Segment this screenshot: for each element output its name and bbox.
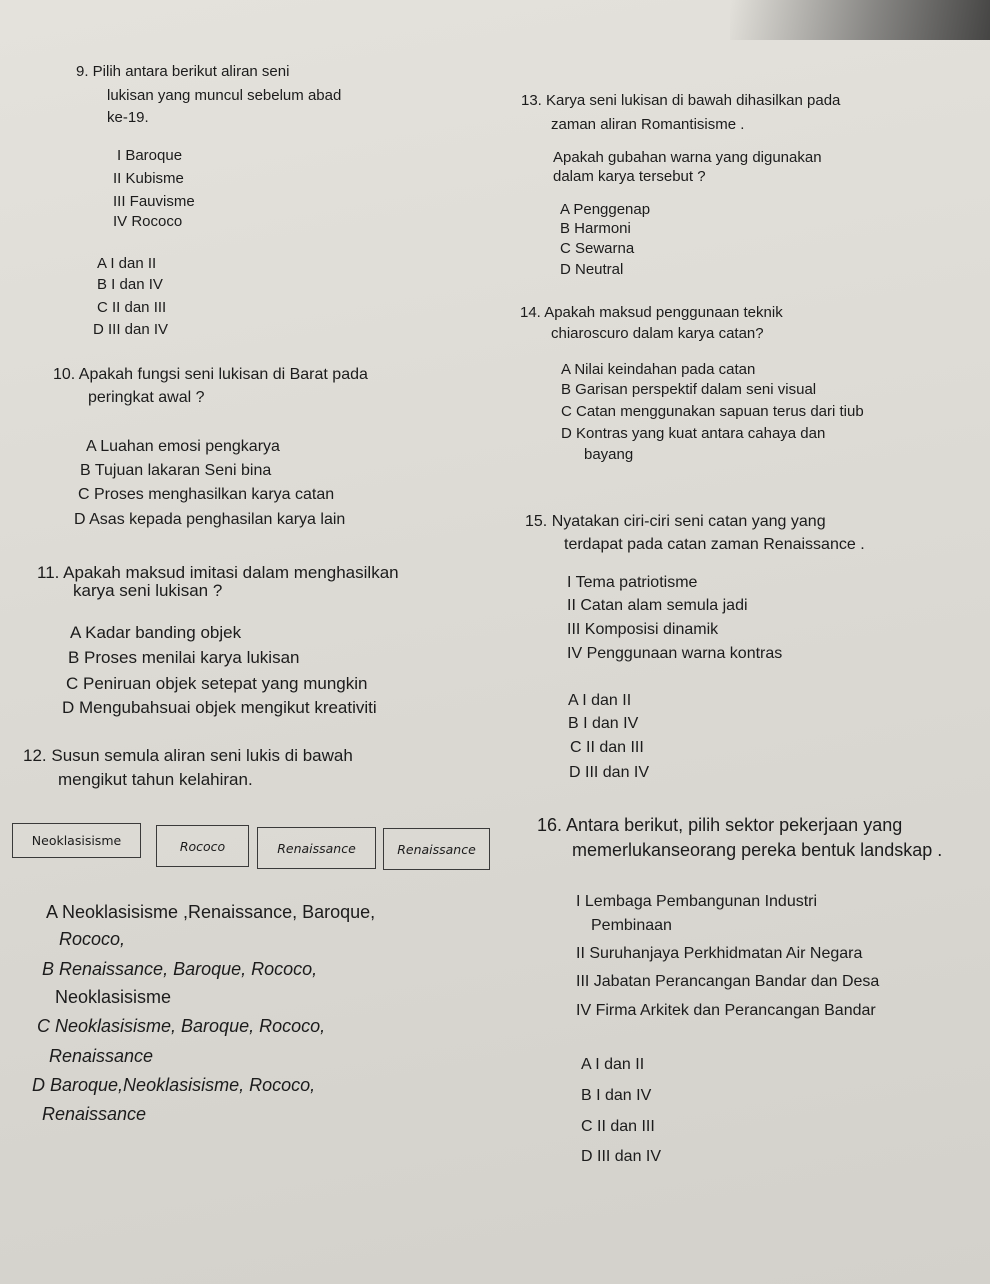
sequence-box-label: Renaissance — [277, 840, 356, 856]
answer-option-c[interactable]: C Sewarna — [560, 240, 635, 257]
answer-option-c[interactable]: C Neoklasisisme, Baroque, Rococo, — [37, 1016, 326, 1036]
sequence-box — [383, 828, 490, 870]
answer-option-b[interactable]: B I dan IV — [568, 715, 639, 732]
statement-item: II Suruhanjaya Perkhidmatan Air Negara — [576, 945, 863, 962]
question-9-stem: lukisan yang muncul sebelum abad — [107, 87, 342, 104]
answer-option-a[interactable]: A Kadar banding objek — [70, 623, 242, 642]
question-16-stem: memerlukanseorang pereka bentuk landskap . — [572, 840, 943, 860]
sequence-box-label: Rococo — [179, 838, 226, 854]
sequence-box — [12, 823, 141, 858]
statement-item: I Baroque — [117, 147, 183, 164]
sequence-box-label: Renaissance — [397, 841, 476, 857]
sequence-box — [257, 827, 376, 869]
statement-item: IV Firma Arkitek dan Perancangan Bandar — [576, 1002, 876, 1019]
answer-option-d[interactable]: D Neutral — [560, 261, 624, 278]
statement-item: III Komposisi dinamik — [567, 621, 719, 638]
statement-item: I Lembaga Pembangunan Industri — [576, 893, 818, 910]
answer-option-d[interactable]: D Baroque,Neoklasisisme, Rococo, — [32, 1075, 316, 1095]
question-14-stem: chiaroscuro dalam karya catan? — [551, 325, 764, 342]
answer-option-d[interactable]: D Asas kepada penghasilan karya lain — [74, 511, 346, 528]
answer-option-c-cont: Renaissance — [49, 1046, 154, 1066]
sequence-box-label: Neoklasisisme — [31, 833, 122, 848]
question-10-stem: 10. Apakah fungsi seni lukisan di Barat pada — [53, 366, 368, 383]
page-corner-shadow — [730, 0, 990, 40]
answer-option-d[interactable]: D III dan IV — [93, 321, 169, 338]
question-9-stem: ke-19. — [107, 109, 149, 126]
question-14-stem: 14. Apakah maksud penggunaan teknik — [520, 304, 783, 321]
answer-option-c[interactable]: C II dan III — [581, 1118, 655, 1135]
answer-option-b[interactable]: B Tujuan lakaran Seni bina — [80, 462, 272, 479]
answer-option-c[interactable]: C Catan menggunakan sapuan terus dari tiub — [561, 403, 864, 420]
answer-option-d[interactable]: D III dan IV — [581, 1148, 662, 1165]
answer-option-b[interactable]: B Garisan perspektif dalam seni visual — [561, 381, 817, 398]
answer-option-c[interactable]: C Peniruan objek setepat yang mungkin — [66, 674, 368, 693]
answer-option-b[interactable]: B Harmoni — [560, 220, 631, 237]
answer-option-a[interactable]: A I dan II — [97, 255, 157, 272]
question-13-stem: zaman aliran Romantisisme . — [551, 116, 745, 133]
answer-option-b-cont: Neoklasisisme — [55, 987, 172, 1007]
answer-option-d-cont: Renaissance — [42, 1104, 147, 1124]
question-13-subquestion: Apakah gubahan warna yang digunakan — [553, 149, 822, 166]
answer-option-d-cont: bayang — [584, 446, 634, 463]
answer-option-c[interactable]: C II dan III — [97, 299, 167, 316]
question-10-stem: peringkat awal ? — [88, 389, 205, 406]
answer-option-b[interactable]: B I dan IV — [581, 1087, 652, 1104]
answer-option-b[interactable]: B Renaissance, Baroque, Rococo, — [42, 959, 318, 979]
statement-item-cont: Pembinaan — [591, 917, 672, 934]
question-15-stem: 15. Nyatakan ciri-ciri seni catan yang yang — [525, 513, 826, 530]
answer-option-a[interactable]: A Penggenap — [560, 201, 651, 218]
answer-option-a-cont: Rococo, — [59, 929, 126, 949]
question-11-stem: 11. Apakah maksud imitasi dalam menghasilkan — [37, 563, 399, 582]
answer-option-d[interactable]: D Kontras yang kuat antara cahaya dan — [561, 425, 826, 442]
question-15-stem: terdapat pada catan zaman Renaissance . — [564, 536, 865, 553]
question-16-stem: 16. Antara berikut, pilih sektor pekerjaan yang — [537, 815, 903, 835]
statement-item: II Kubisme — [113, 170, 184, 187]
question-12-stem: mengikut tahun kelahiran. — [58, 770, 253, 789]
answer-option-d[interactable]: D III dan IV — [569, 764, 650, 781]
answer-option-a[interactable]: A Nilai keindahan pada catan — [561, 361, 756, 378]
question-13-stem: 13. Karya seni lukisan di bawah dihasilkan pada — [521, 92, 841, 109]
answer-option-a[interactable]: A Neoklasisisme ,Renaissance, Baroque, — [46, 902, 376, 922]
answer-option-c[interactable]: C Proses menghasilkan karya catan — [78, 486, 335, 503]
statement-item: IV Penggunaan warna kontras — [567, 645, 783, 662]
statement-item: I Tema patriotisme — [567, 574, 698, 591]
statement-item: III Fauvisme — [113, 193, 195, 210]
answer-option-a[interactable]: A Luahan emosi pengkarya — [86, 438, 280, 455]
answer-option-b[interactable]: B Proses menilai karya lukisan — [68, 648, 300, 667]
question-11-stem: karya seni lukisan ? — [73, 581, 223, 600]
sequence-box — [156, 825, 249, 867]
answer-option-c[interactable]: C II dan III — [570, 739, 644, 756]
answer-option-b[interactable]: B I dan IV — [97, 276, 163, 293]
statement-item: II Catan alam semula jadi — [567, 597, 748, 614]
question-12-stem: 12. Susun semula aliran seni lukis di bawah — [23, 746, 353, 765]
answer-option-a[interactable]: A I dan II — [568, 692, 632, 709]
statement-item: IV Rococo — [113, 213, 183, 230]
answer-option-d[interactable]: D Mengubahsuai objek mengikut kreativiti — [62, 698, 377, 717]
statement-item: III Jabatan Perancangan Bandar dan Desa — [576, 973, 880, 990]
question-13-subquestion: dalam karya tersebut ? — [553, 168, 706, 185]
answer-option-a[interactable]: A I dan II — [581, 1056, 645, 1073]
question-9-stem: 9. Pilih antara berikut aliran seni — [76, 63, 290, 80]
